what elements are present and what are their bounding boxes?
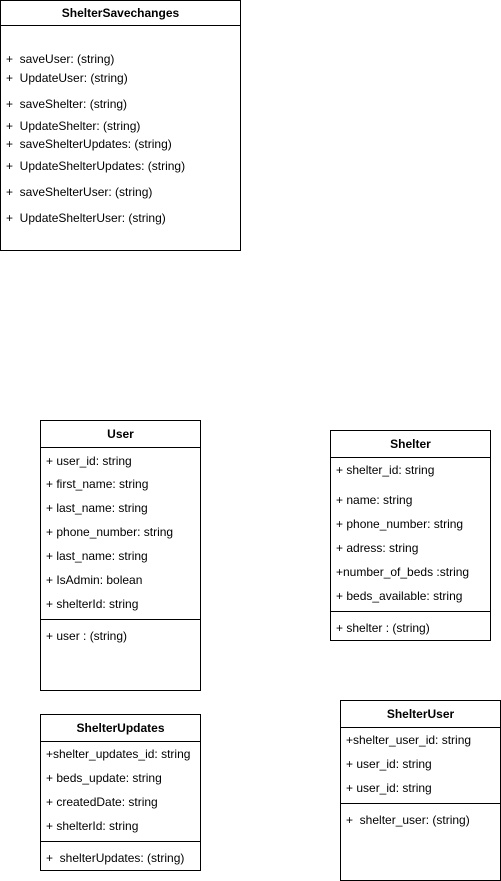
attribute-row: +shelter_user_id: string xyxy=(346,733,472,747)
method-row: + saveShelterUser: (string) xyxy=(6,185,153,199)
method-row: + saveShelterUpdates: (string) xyxy=(6,137,172,151)
attribute-row: + user_id: string xyxy=(346,757,432,771)
compartment-divider xyxy=(41,619,200,620)
method-row: + shelter : (string) xyxy=(336,621,430,635)
method-row: + UpdateUser: (string) xyxy=(6,71,128,85)
attribute-row: + beds_available: string xyxy=(336,589,463,603)
method-row: + shelter_user: (string) xyxy=(346,813,470,827)
class-shelter[interactable] xyxy=(330,430,491,641)
attribute-row: + phone_number: string xyxy=(46,525,174,539)
attribute-row: + name: string xyxy=(336,493,413,507)
attribute-row: +number_of_beds :string xyxy=(336,565,470,579)
method-row: + UpdateShelterUser: (string) xyxy=(6,211,166,225)
attribute-row: + adress: string xyxy=(336,541,419,555)
method-row: + UpdateShelterUpdates: (string) xyxy=(6,159,186,173)
class-title: User xyxy=(41,421,200,448)
class-shelter-updates[interactable] xyxy=(40,714,201,871)
class-title: ShelterSavechanges xyxy=(1,1,240,26)
method-row: + UpdateShelter: (string) xyxy=(6,119,141,133)
attribute-row: + user_id: string xyxy=(46,454,132,468)
attribute-row: + beds_update: string xyxy=(46,771,162,785)
class-title: Shelter xyxy=(331,431,490,458)
compartment-divider xyxy=(41,841,200,842)
compartment-divider xyxy=(341,803,500,804)
class-shelter-savechanges[interactable] xyxy=(0,0,241,251)
attribute-row: + phone_number: string xyxy=(336,517,464,531)
method-row: + user : (string) xyxy=(46,629,128,643)
class-title: ShelterUser xyxy=(341,701,500,728)
attribute-row: + IsAdmin: bolean xyxy=(46,573,143,587)
class-title: ShelterUpdates xyxy=(41,715,200,742)
method-row: + shelterUpdates: (string) xyxy=(46,851,185,865)
attribute-row: + first_name: string xyxy=(46,477,149,491)
compartment-divider xyxy=(331,611,490,612)
attribute-row: + last_name: string xyxy=(46,501,148,515)
class-user[interactable] xyxy=(40,420,201,691)
attribute-row: + user_id: string xyxy=(346,781,432,795)
attribute-row: + shelter_id: string xyxy=(336,463,435,477)
attribute-row: + shelterId: string xyxy=(46,819,139,833)
class-shelter-user[interactable] xyxy=(340,700,501,881)
method-row: + saveUser: (string) xyxy=(6,52,115,66)
method-row: + saveShelter: (string) xyxy=(6,97,128,111)
attribute-row: + shelterId: string xyxy=(46,597,139,611)
attribute-row: + createdDate: string xyxy=(46,795,158,809)
attribute-row: + last_name: string xyxy=(46,549,148,563)
attribute-row: +shelter_updates_id: string xyxy=(46,747,191,761)
